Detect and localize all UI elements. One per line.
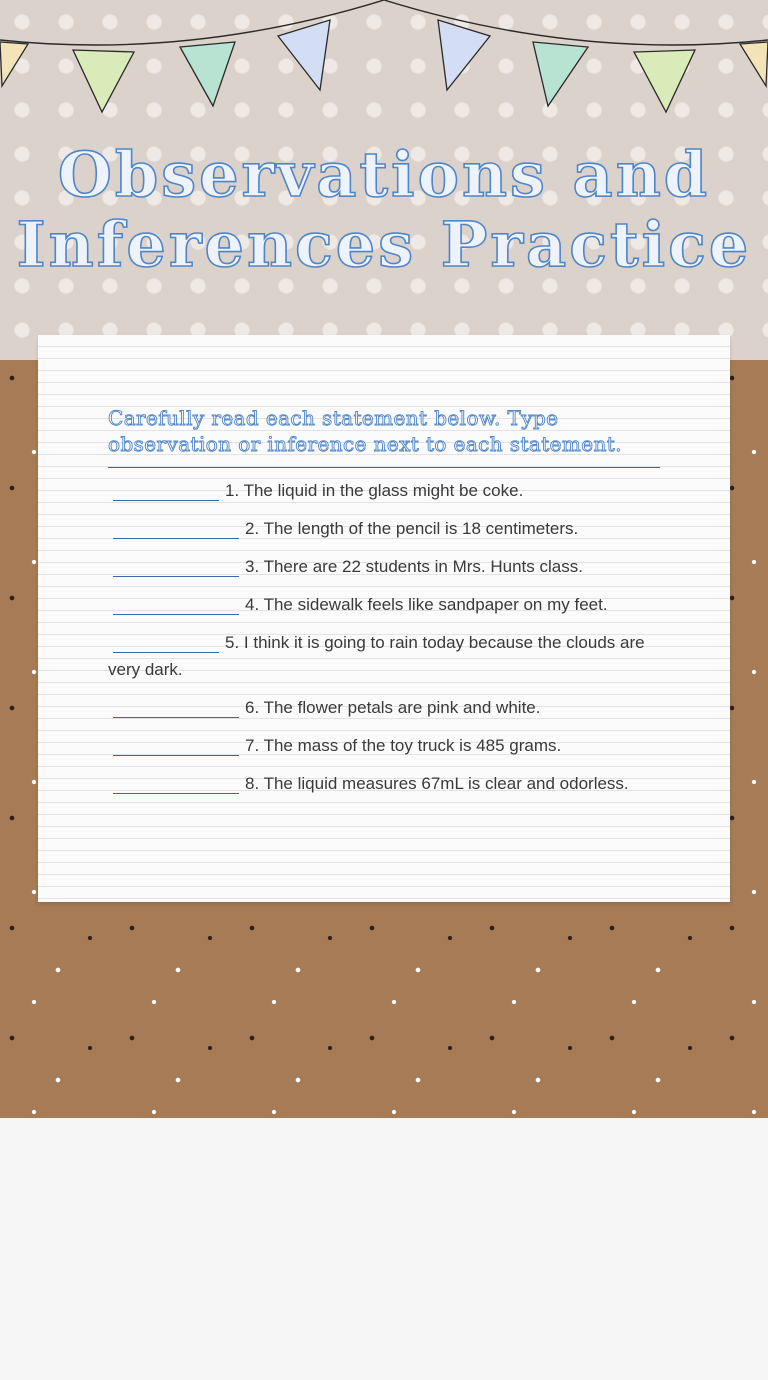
instructions-text: Carefully read each statement below. Type observation or inference next to each statement. <box>108 406 622 456</box>
question-6-text: 6. The flower petals are pink and white. <box>245 698 541 717</box>
question-7 <box>108 732 663 759</box>
answer-blank-2[interactable] <box>113 519 239 539</box>
answer-blank-8[interactable] <box>113 774 239 794</box>
question-2 <box>108 515 663 542</box>
pennant-3 <box>180 42 235 106</box>
pennant-8 <box>740 42 768 86</box>
question-4 <box>108 591 663 618</box>
question-1-text: 1. The liquid in the glass might be coke. <box>225 481 524 500</box>
answer-blank-6[interactable] <box>113 698 239 718</box>
question-2-text: 2. The length of the pencil is 18 centimeters. <box>245 519 579 538</box>
question-list <box>108 477 663 808</box>
answer-blank-7[interactable] <box>113 736 239 756</box>
page-title-line-1: Observations and <box>57 138 711 211</box>
question-4-text: 4. The sidewalk feels like sandpaper on my feet. <box>245 595 608 614</box>
pennant-6 <box>533 42 588 106</box>
answer-blank-4[interactable] <box>113 595 239 615</box>
question-8-text: 8. The liquid measures 67mL is clear and odorless. <box>245 774 629 793</box>
pennant-1 <box>0 42 28 86</box>
question-7-text: 7. The mass of the toy truck is 485 grams. <box>245 736 562 755</box>
question-3-text: 3. There are 22 students in Mrs. Hunts class. <box>245 557 583 576</box>
answer-blank-5[interactable] <box>113 633 219 653</box>
page-title-line-2: Inferences Practice <box>16 208 752 281</box>
bunting-decoration <box>0 0 768 130</box>
instructions-divider <box>108 467 660 468</box>
answer-blank-3[interactable] <box>113 557 239 577</box>
page-title <box>0 140 768 280</box>
question-8 <box>108 770 663 797</box>
question-5 <box>108 629 663 683</box>
question-1 <box>108 477 663 504</box>
question-5-text: 5. I think it is going to rain today because the clouds are very dark. <box>108 633 645 679</box>
question-6 <box>108 694 663 721</box>
pennant-4 <box>278 20 330 90</box>
pennant-2 <box>73 50 134 112</box>
pennant-7 <box>634 50 695 112</box>
answer-blank-1[interactable] <box>113 481 219 501</box>
pennant-5 <box>438 20 490 90</box>
question-3 <box>108 553 663 580</box>
